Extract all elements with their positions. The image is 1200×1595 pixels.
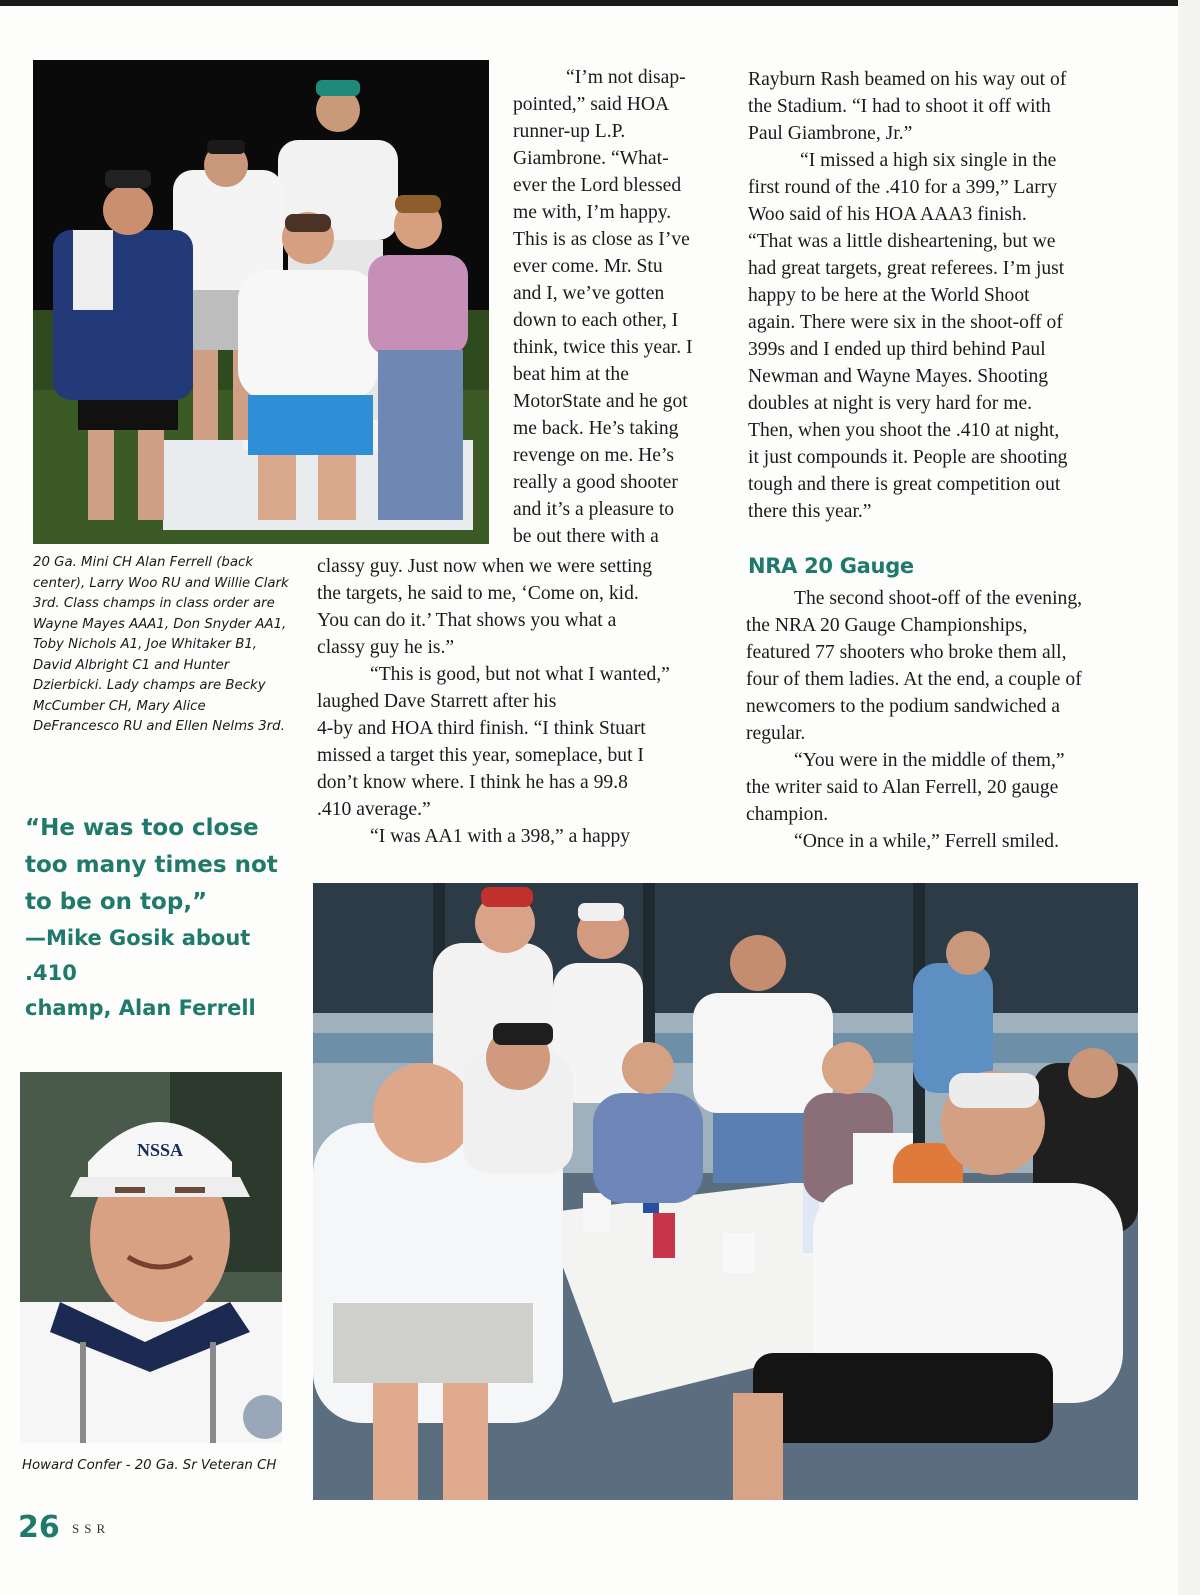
text-line: “That was a little disheartening, but we <box>748 231 1056 252</box>
text-line: happy to be here at the World Shoot <box>748 285 1030 306</box>
text-line: regular. <box>746 723 806 744</box>
text-line: featured 77 shooters who broke them all, <box>746 642 1067 663</box>
col2-narrow-text <box>513 64 733 550</box>
cap-logo-text: NSSA <box>136 1140 184 1160</box>
text-line: really a good shooter <box>513 472 678 493</box>
publication-name: SSR <box>72 1521 111 1536</box>
text-line: it just compounds it. People are shooting <box>748 447 1068 468</box>
text-line: doubles at night is very hard for me. <box>748 393 1033 414</box>
pull-quote-line: to be on top,” <box>25 889 208 915</box>
text-line: “I’m not disap- <box>566 67 686 88</box>
text-line: Woo said of his HOA AAA3 finish. <box>748 204 1027 225</box>
text-line: revenge on me. He’s <box>513 445 675 466</box>
article-column-2-bottom <box>317 553 727 850</box>
page-edge <box>1178 0 1200 1595</box>
text-line: Paul Giambrone, Jr.” <box>748 123 913 144</box>
text-line: tough and there is great competition out <box>748 474 1061 495</box>
text-line: Giambrone. “What- <box>513 148 669 169</box>
text-line: classy guy. Just now when we were setting <box>317 556 653 577</box>
text-line: You can do it.’ That shows you what a <box>317 610 617 631</box>
text-line: there this year.” <box>748 501 872 522</box>
portrait-photo <box>20 1072 282 1443</box>
text-line: down to each other, I <box>513 310 679 331</box>
article-column-2-top <box>513 64 733 550</box>
portrait-photo-image <box>20 1072 282 1443</box>
article-column-3 <box>748 66 1153 525</box>
text-line: first round of the .410 for a 399,” Larry <box>748 177 1058 198</box>
pull-quote-attribution: champ, Alan Ferrell <box>25 996 256 1020</box>
text-line: had great targets, great referees. I’m just <box>748 258 1065 279</box>
text-line: the writer said to Alan Ferrell, 20 gauge <box>746 777 1059 798</box>
text-line: the targets, he said to me, ‘Come on, kid. <box>317 583 639 604</box>
text-line: beat him at the <box>513 364 629 385</box>
pull-quote-attribution: —Mike Gosik about .410 <box>25 926 251 985</box>
text-line: 399s and I ended up third behind Paul <box>748 339 1046 360</box>
text-line: “I missed a high six single in the <box>800 150 1057 171</box>
text-line: champion. <box>746 804 829 825</box>
portrait-caption: Howard Confer - 20 Ga. Sr Veteran CH <box>22 1458 277 1473</box>
text-line: Newman and Wayne Mayes. Shooting <box>748 366 1049 387</box>
col2-wide-text <box>317 553 727 850</box>
podium-photo <box>33 60 489 544</box>
text-line: 4-by and HOA third finish. “I think Stuart <box>317 718 646 739</box>
text-line: think, twice this year. I <box>513 337 693 358</box>
pull-quote-line: too many times not <box>25 852 278 878</box>
text-line: the Stadium. “I had to shoot it off with <box>748 96 1051 117</box>
podium-photo-image <box>33 60 489 544</box>
top-rule <box>0 0 1200 6</box>
text-line: laughed Dave Starrett after his <box>317 691 557 712</box>
group-photo-image <box>313 883 1138 1500</box>
text-line: pointed,” said HOA <box>513 94 670 115</box>
col3-bottom-text <box>746 585 1151 855</box>
text-line: me back. He’s taking <box>513 418 679 439</box>
text-line: me with, I’m happy. <box>513 202 672 223</box>
text-line: the NRA 20 Gauge Championships, <box>746 615 1028 636</box>
article-column-3-bottom <box>746 585 1151 855</box>
text-line: MotorState and he got <box>513 391 688 412</box>
text-line: and it’s a pleasure to <box>513 499 675 520</box>
text-line: .410 average.” <box>317 799 431 820</box>
text-line: newcomers to the podium sandwiched a <box>746 696 1060 717</box>
page-number: 26 <box>18 1510 60 1545</box>
text-line: Then, when you shoot the .410 at night, <box>748 420 1060 441</box>
text-line: four of them ladies. At the end, a couple of <box>746 669 1082 690</box>
group-photo <box>313 883 1138 1500</box>
text-line: “Once in a while,” Ferrell smiled. <box>794 831 1059 852</box>
text-line: “I was AA1 with a 398,” a happy <box>370 826 631 847</box>
text-line: “This is good, but not what I wanted,” <box>370 664 670 685</box>
section-heading: NRA 20 Gauge <box>748 554 914 578</box>
text-line: runner-up L.P. <box>513 121 626 142</box>
text-line: be out there with a <box>513 526 659 547</box>
text-line: This is as close as I’ve <box>513 229 690 250</box>
text-line: “You were in the middle of them,” <box>794 750 1065 771</box>
text-line: missed a target this year, someplace, but I <box>317 745 644 766</box>
text-line: classy guy he is.” <box>317 637 455 658</box>
text-line: Rayburn Rash beamed on his way out of <box>748 69 1067 90</box>
text-line: again. There were six in the shoot-off of <box>748 312 1063 333</box>
text-line: don’t know where. I think he has a 99.8 <box>317 772 628 793</box>
pull-quote <box>25 810 295 1026</box>
text-line: ever the Lord blessed <box>513 175 682 196</box>
pull-quote-line: “He was too close <box>25 815 259 841</box>
podium-caption: 20 Ga. Mini CH Alan Ferrell (back center), Larry Woo RU and Willie Clark 3rd. Class champs in class order are Wayne Mayes AAA1, Don Snyder AA1, Toby Nichols A1, Joe Whitaker B1, David Albright C1 and Hunter Dzierbicki. Lady champs are Becky McCumber CH, Mary Alice DeFrancesco RU and Ellen Nelms 3rd. <box>33 555 289 734</box>
col3-top-text <box>748 66 1153 525</box>
text-line: The second shoot-off of the evening, <box>794 588 1083 609</box>
text-line: and I, we’ve gotten <box>513 283 665 304</box>
text-line: ever come. Mr. Stu <box>513 256 663 277</box>
